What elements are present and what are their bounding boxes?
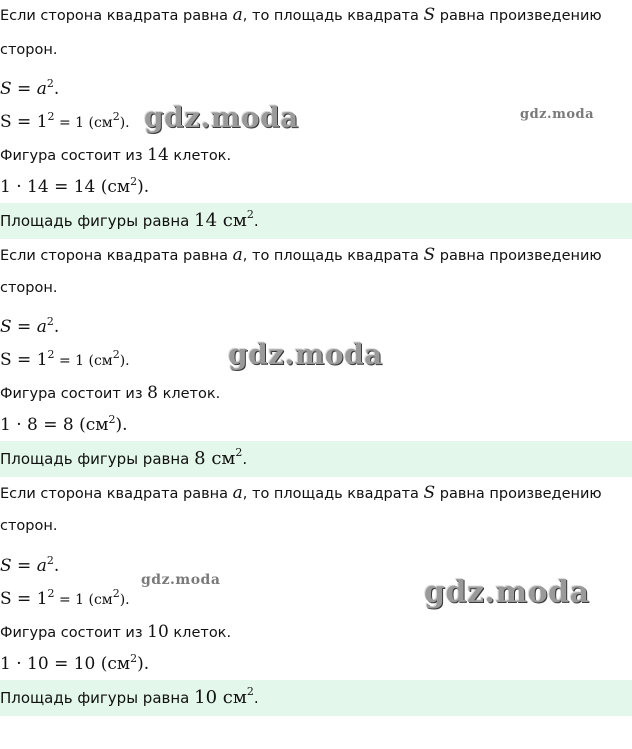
calc-exponent: 2 <box>47 110 55 123</box>
formula-line <box>0 556 59 576</box>
count-text: клеток. <box>173 148 232 164</box>
mult-expression: 1 · 10 = 10 (см <box>0 654 131 674</box>
result-exponent: 2 <box>246 685 254 698</box>
intro-text: равна произведению <box>439 8 602 24</box>
formula-exponent: 2 <box>46 554 54 567</box>
watermark-small: gdz.moda <box>141 572 221 588</box>
var-a: a <box>232 5 243 25</box>
formula-end: . <box>53 79 60 99</box>
calc-mid: = 1 (см <box>54 353 113 369</box>
calc-line <box>0 589 130 610</box>
watermark-large: gdz.moda <box>228 338 383 371</box>
count-text: Фигура состоит из <box>0 148 143 164</box>
intro-text: Если сторона квадрата равна <box>0 8 229 24</box>
var-s: S <box>423 483 436 503</box>
result-end: . <box>253 212 259 230</box>
var-s: S <box>423 245 436 265</box>
var-a: a <box>232 245 243 265</box>
mult-line <box>0 177 149 197</box>
formula-line <box>0 79 59 99</box>
formula-end: . <box>53 317 60 337</box>
result-value: 10 см <box>194 687 247 708</box>
intro-text: , то площадь квадрата <box>242 248 419 264</box>
mult-expression: 1 · 14 = 14 (см <box>0 177 131 197</box>
calc-end: ). <box>119 115 130 131</box>
mult-end: ). <box>115 415 128 435</box>
result-exponent: 2 <box>235 446 243 459</box>
count-text: Фигура состоит из <box>0 386 143 402</box>
calc-unit-exponent: 2 <box>112 110 120 123</box>
calc-left: S = 1 <box>0 112 48 132</box>
formula: S = a <box>0 556 47 576</box>
count-text: клеток. <box>173 625 232 641</box>
intro-line <box>0 245 602 266</box>
var-s: S <box>423 5 436 25</box>
result-end: . <box>253 689 259 707</box>
calc-left: S = 1 <box>0 589 48 609</box>
count-text: клеток. <box>162 386 221 402</box>
result-highlight <box>0 441 632 477</box>
calc-line <box>0 112 130 133</box>
calc-unit-exponent: 2 <box>112 587 120 600</box>
formula: S = a <box>0 79 47 99</box>
mult-line <box>0 415 128 435</box>
intro-line <box>0 5 602 26</box>
result-text: Площадь фигуры равна <box>0 212 190 230</box>
watermark-large: gdz.moda <box>424 575 590 610</box>
formula: S = a <box>0 317 47 337</box>
intro-line-2: сторон. <box>0 42 58 58</box>
calc-mid: = 1 (см <box>54 592 113 608</box>
result-value: 14 см <box>194 210 247 231</box>
calc-exponent: 2 <box>47 587 55 600</box>
mult-line <box>0 654 149 674</box>
intro-text: равна произведению <box>439 486 602 502</box>
calc-mid: = 1 (см <box>54 115 113 131</box>
result-text: Площадь фигуры равна <box>0 450 190 468</box>
count-text: Фигура состоит из <box>0 625 143 641</box>
mult-end: ). <box>137 177 150 197</box>
intro-line-2: сторон. <box>0 280 58 296</box>
calc-end: ). <box>119 592 130 608</box>
mult-end: ). <box>137 654 150 674</box>
result-highlight <box>0 203 632 239</box>
count-line <box>0 383 220 404</box>
count-number: 8 <box>147 383 158 403</box>
intro-text: , то площадь квадрата <box>242 486 419 502</box>
count-number: 10 <box>147 622 169 642</box>
formula-line <box>0 317 59 337</box>
mult-exponent: 2 <box>108 413 116 426</box>
calc-line <box>0 350 130 371</box>
intro-text: , то площадь квадрата <box>242 8 419 24</box>
result-highlight <box>0 680 632 716</box>
intro-line-2: сторон. <box>0 518 58 534</box>
var-a: a <box>232 483 243 503</box>
calc-left: S = 1 <box>0 350 48 370</box>
result-exponent: 2 <box>246 208 254 221</box>
count-line <box>0 145 231 166</box>
intro-text: равна произведению <box>439 248 602 264</box>
intro-text: Если сторона квадрата равна <box>0 248 229 264</box>
intro-text: Если сторона квадрата равна <box>0 486 229 502</box>
result-text: Площадь фигуры равна <box>0 689 190 707</box>
result-value: 8 см <box>194 448 236 469</box>
mult-exponent: 2 <box>130 652 138 665</box>
formula-end: . <box>53 556 60 576</box>
formula-exponent: 2 <box>46 77 54 90</box>
count-line <box>0 622 231 643</box>
mult-exponent: 2 <box>130 175 138 188</box>
calc-exponent: 2 <box>47 348 55 361</box>
mult-expression: 1 · 8 = 8 (см <box>0 415 109 435</box>
calc-unit-exponent: 2 <box>112 348 120 361</box>
intro-line <box>0 483 602 504</box>
watermark-large: gdz.moda <box>144 101 299 134</box>
count-number: 14 <box>147 145 169 165</box>
watermark-small: gdz.moda <box>520 107 595 122</box>
calc-end: ). <box>119 353 130 369</box>
formula-exponent: 2 <box>46 315 54 328</box>
result-end: . <box>242 450 248 468</box>
